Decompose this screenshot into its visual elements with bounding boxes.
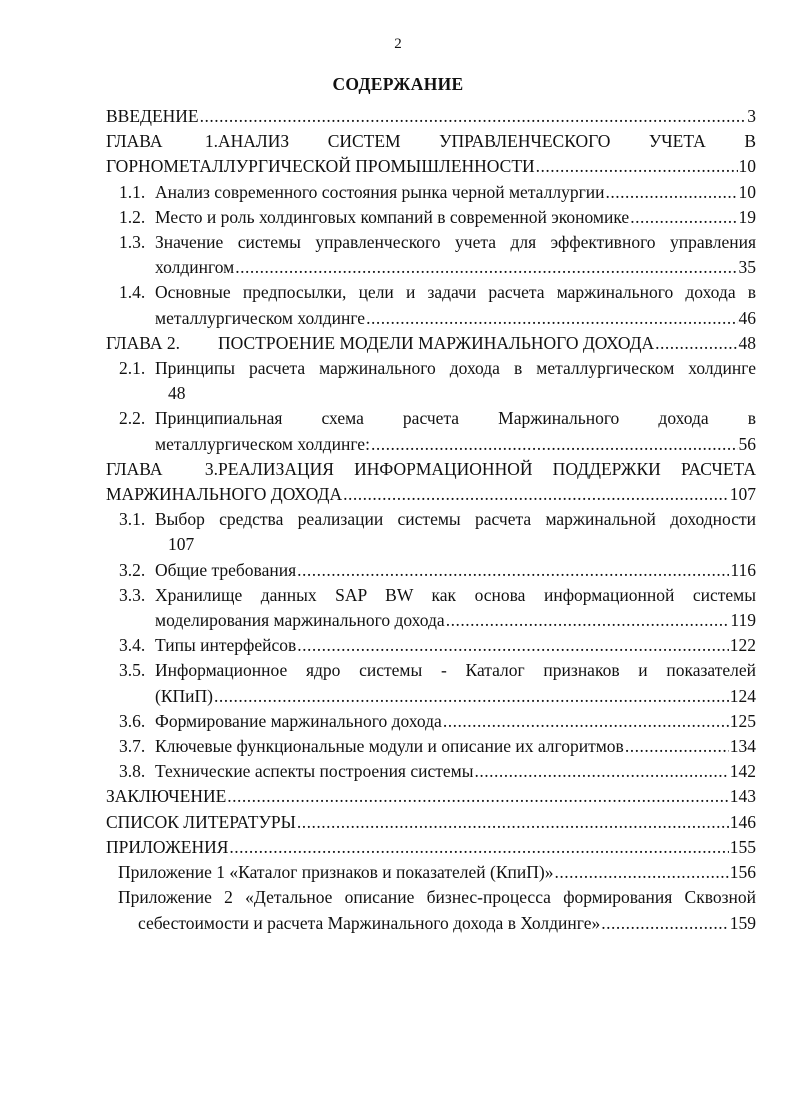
toc-entry-3-6[interactable]	[106, 709, 756, 734]
dot-leader	[200, 104, 747, 129]
toc-entry-title: ВВЕДЕНИЕ	[106, 106, 199, 126]
toc-entry-title: ПРИЛОЖЕНИЯ	[106, 836, 229, 857]
toc-page-number: 48	[168, 383, 186, 404]
dot-leader	[655, 331, 737, 356]
section-number: 3.7.	[119, 736, 146, 757]
dot-leader	[536, 154, 738, 179]
toc-entry-conclusion[interactable]	[106, 784, 756, 809]
toc-page-number: 134	[729, 736, 756, 757]
toc-page-number: 10	[738, 156, 756, 177]
toc-entry-title: Приложение 1 «Каталог признаков и показателей (КпиП)»	[118, 862, 554, 883]
toc-page-number: 146	[729, 811, 756, 832]
toc-page-number: 125	[729, 710, 756, 731]
toc-page-number: 107	[729, 484, 756, 505]
dot-leader	[554, 860, 728, 885]
section-number: 1.4.	[119, 282, 146, 303]
toc-page-number: 3	[747, 106, 756, 126]
toc-entry-2-1[interactable]	[106, 356, 756, 406]
toc-page-number: 142	[729, 761, 756, 782]
toc-page-number: 48	[738, 332, 756, 353]
dot-leader	[366, 306, 737, 331]
toc-entry-title-cont: металлургическом холдинге	[155, 307, 366, 328]
page-title: СОДЕРЖАНИЕ	[332, 74, 464, 94]
toc-entry-title: Анализ современного состояния рынка черной металлургии	[155, 181, 605, 202]
section-number: 2.2.	[119, 408, 146, 429]
toc-page-number: 155	[729, 836, 756, 857]
dot-leader	[443, 709, 729, 734]
toc-page-number: 156	[729, 862, 756, 883]
dot-leader	[214, 684, 729, 709]
toc-entry-chapter-3[interactable]	[106, 457, 756, 507]
section-number: 3.3.	[119, 584, 146, 605]
toc-page-number: 35	[738, 257, 756, 278]
section-number: 1.2.	[119, 206, 146, 227]
toc-entry-title: Принципиальная схема расчета Маржинального дохода в	[155, 408, 756, 429]
toc-entry-title-cont: холдингом	[155, 257, 235, 278]
dot-leader	[630, 205, 737, 230]
toc-entry-3-3[interactable]	[106, 583, 756, 633]
toc-entry-1-4[interactable]	[106, 280, 756, 330]
toc-page-number: 159	[729, 912, 756, 933]
toc-entry-title: Технические аспекты построения системы	[155, 761, 474, 782]
toc-entry-2-2[interactable]	[106, 406, 756, 456]
section-number: 1.3.	[119, 232, 146, 253]
toc-entry-title: Значение системы управленческого учета для эффективного управления	[155, 232, 756, 253]
toc-entry-title: СПИСОК ЛИТЕРАТУРЫ	[106, 811, 296, 832]
toc-page-number: 19	[738, 206, 756, 227]
dot-leader	[227, 784, 728, 809]
page-number: 2	[394, 36, 402, 52]
toc-entry-title-cont: МАРЖИНАЛЬНОГО ДОХОДА	[106, 484, 343, 505]
chapter-number: ГЛАВА 2.	[106, 332, 181, 353]
toc-entry-title: Ключевые функциональные модули и описание их алгоритмов	[155, 736, 624, 757]
dot-leader	[446, 608, 730, 633]
toc-entry-title: Принципы расчета маржинального дохода в металлургическом холдинге	[155, 358, 756, 379]
toc-entry-title: Место и роль холдинговых компаний в современной экономике	[155, 206, 630, 227]
toc-entry-title-cont: металлургическом холдинге:	[155, 433, 370, 454]
toc-page-number: 56	[738, 433, 756, 454]
dot-leader	[343, 482, 729, 507]
toc-entry-intro[interactable]	[106, 104, 756, 129]
chapter-number: ГЛАВА 1.	[106, 131, 218, 152]
toc-entry-3-7[interactable]	[106, 734, 756, 759]
toc-entry-title: Общие требования	[155, 559, 297, 580]
toc-entry-title: ПОСТРОЕНИЕ МОДЕЛИ МАРЖИНАЛЬНОГО ДОХОДА	[218, 332, 655, 353]
dot-leader	[625, 734, 729, 759]
toc-page-number: 122	[729, 635, 756, 656]
toc-entry-title: Приложение 2 «Детальное описание бизнес-процесса формирования Сквозной	[118, 887, 756, 908]
toc-entry-3-5[interactable]	[106, 658, 756, 708]
chapter-number: ГЛАВА 3.	[106, 458, 218, 479]
toc-entry-1-2[interactable]	[106, 205, 756, 230]
dot-leader	[601, 911, 729, 936]
toc-entry-3-2[interactable]	[106, 558, 756, 583]
dot-leader	[235, 255, 737, 280]
section-number: 3.5.	[119, 660, 146, 681]
toc-page-number: 124	[729, 685, 756, 706]
dot-leader	[605, 180, 737, 205]
dot-leader	[371, 432, 738, 457]
toc-entry-title: Типы интерфейсов	[155, 635, 297, 656]
toc-entry-title-cont: (КПиП)	[155, 685, 213, 706]
toc-entry-3-4[interactable]	[106, 633, 756, 658]
toc-page-number: 10	[738, 181, 756, 202]
toc-entry-title: РЕАЛИЗАЦИЯ ИНФОРМАЦИОННОЙ ПОДДЕРЖКИ РАСЧЕТА	[218, 458, 756, 479]
toc-entry-title: Хранилище данных SAP BW как основа информационной системы	[155, 584, 756, 605]
toc-entry-appendix-1[interactable]	[106, 860, 756, 885]
section-number: 2.1.	[119, 358, 146, 379]
section-number: 3.4.	[119, 635, 146, 656]
toc-entry-3-8[interactable]	[106, 759, 756, 784]
toc-entry-title-cont: ГОРНОМЕТАЛЛУРГИЧЕСКОЙ ПРОМЫШЛЕННОСТИ	[106, 156, 535, 177]
toc-entry-title: Выбор средства реализации системы расчета маржинальной доходности	[155, 509, 756, 530]
toc-entry-3-1[interactable]	[106, 507, 756, 557]
toc-page-number: 107	[168, 534, 195, 555]
section-number: 3.8.	[119, 761, 146, 782]
toc-entry-title: Информационное ядро системы - Каталог признаков и показателей	[155, 660, 756, 681]
toc-entry-title-cont: себестоимости и расчета Маржинального дохода в Холдинге»	[138, 912, 601, 933]
toc-page-number: 119	[730, 610, 756, 631]
toc-entry-title: ЗАКЛЮЧЕНИЕ	[106, 786, 227, 807]
section-number: 3.1.	[119, 509, 146, 530]
toc-entry-title: АНАЛИЗ СИСТЕМ УПРАВЛЕНЧЕСКОГО УЧЕТА В	[218, 131, 756, 152]
toc-entry-title: Формирование маржинального дохода	[155, 710, 442, 731]
toc-entry-title: Основные предпосылки, цели и задачи расчета маржинального дохода в	[155, 282, 756, 303]
toc-page-number: 46	[738, 307, 756, 328]
dot-leader	[297, 558, 729, 583]
toc-page-number: 143	[729, 786, 756, 807]
toc-entry-appendix-2[interactable]	[106, 885, 756, 935]
dot-leader	[297, 633, 728, 658]
toc-entry-1-1[interactable]	[106, 180, 756, 205]
toc-entry-1-3[interactable]	[106, 230, 756, 280]
table-of-contents	[106, 104, 756, 936]
dot-leader	[475, 759, 729, 784]
section-number: 3.6.	[119, 710, 146, 731]
toc-entry-appendices[interactable]	[106, 835, 756, 860]
section-number: 1.1.	[119, 181, 146, 202]
toc-entry-title-cont: моделирования маржинального дохода	[155, 610, 445, 631]
toc-entry-chapter-1[interactable]	[106, 129, 756, 179]
section-number: 3.2.	[119, 559, 146, 580]
toc-page-number: 116	[730, 559, 756, 580]
dot-leader	[229, 835, 728, 860]
toc-entry-chapter-2[interactable]	[106, 331, 756, 356]
dot-leader	[297, 810, 729, 835]
toc-entry-references[interactable]	[106, 810, 756, 835]
